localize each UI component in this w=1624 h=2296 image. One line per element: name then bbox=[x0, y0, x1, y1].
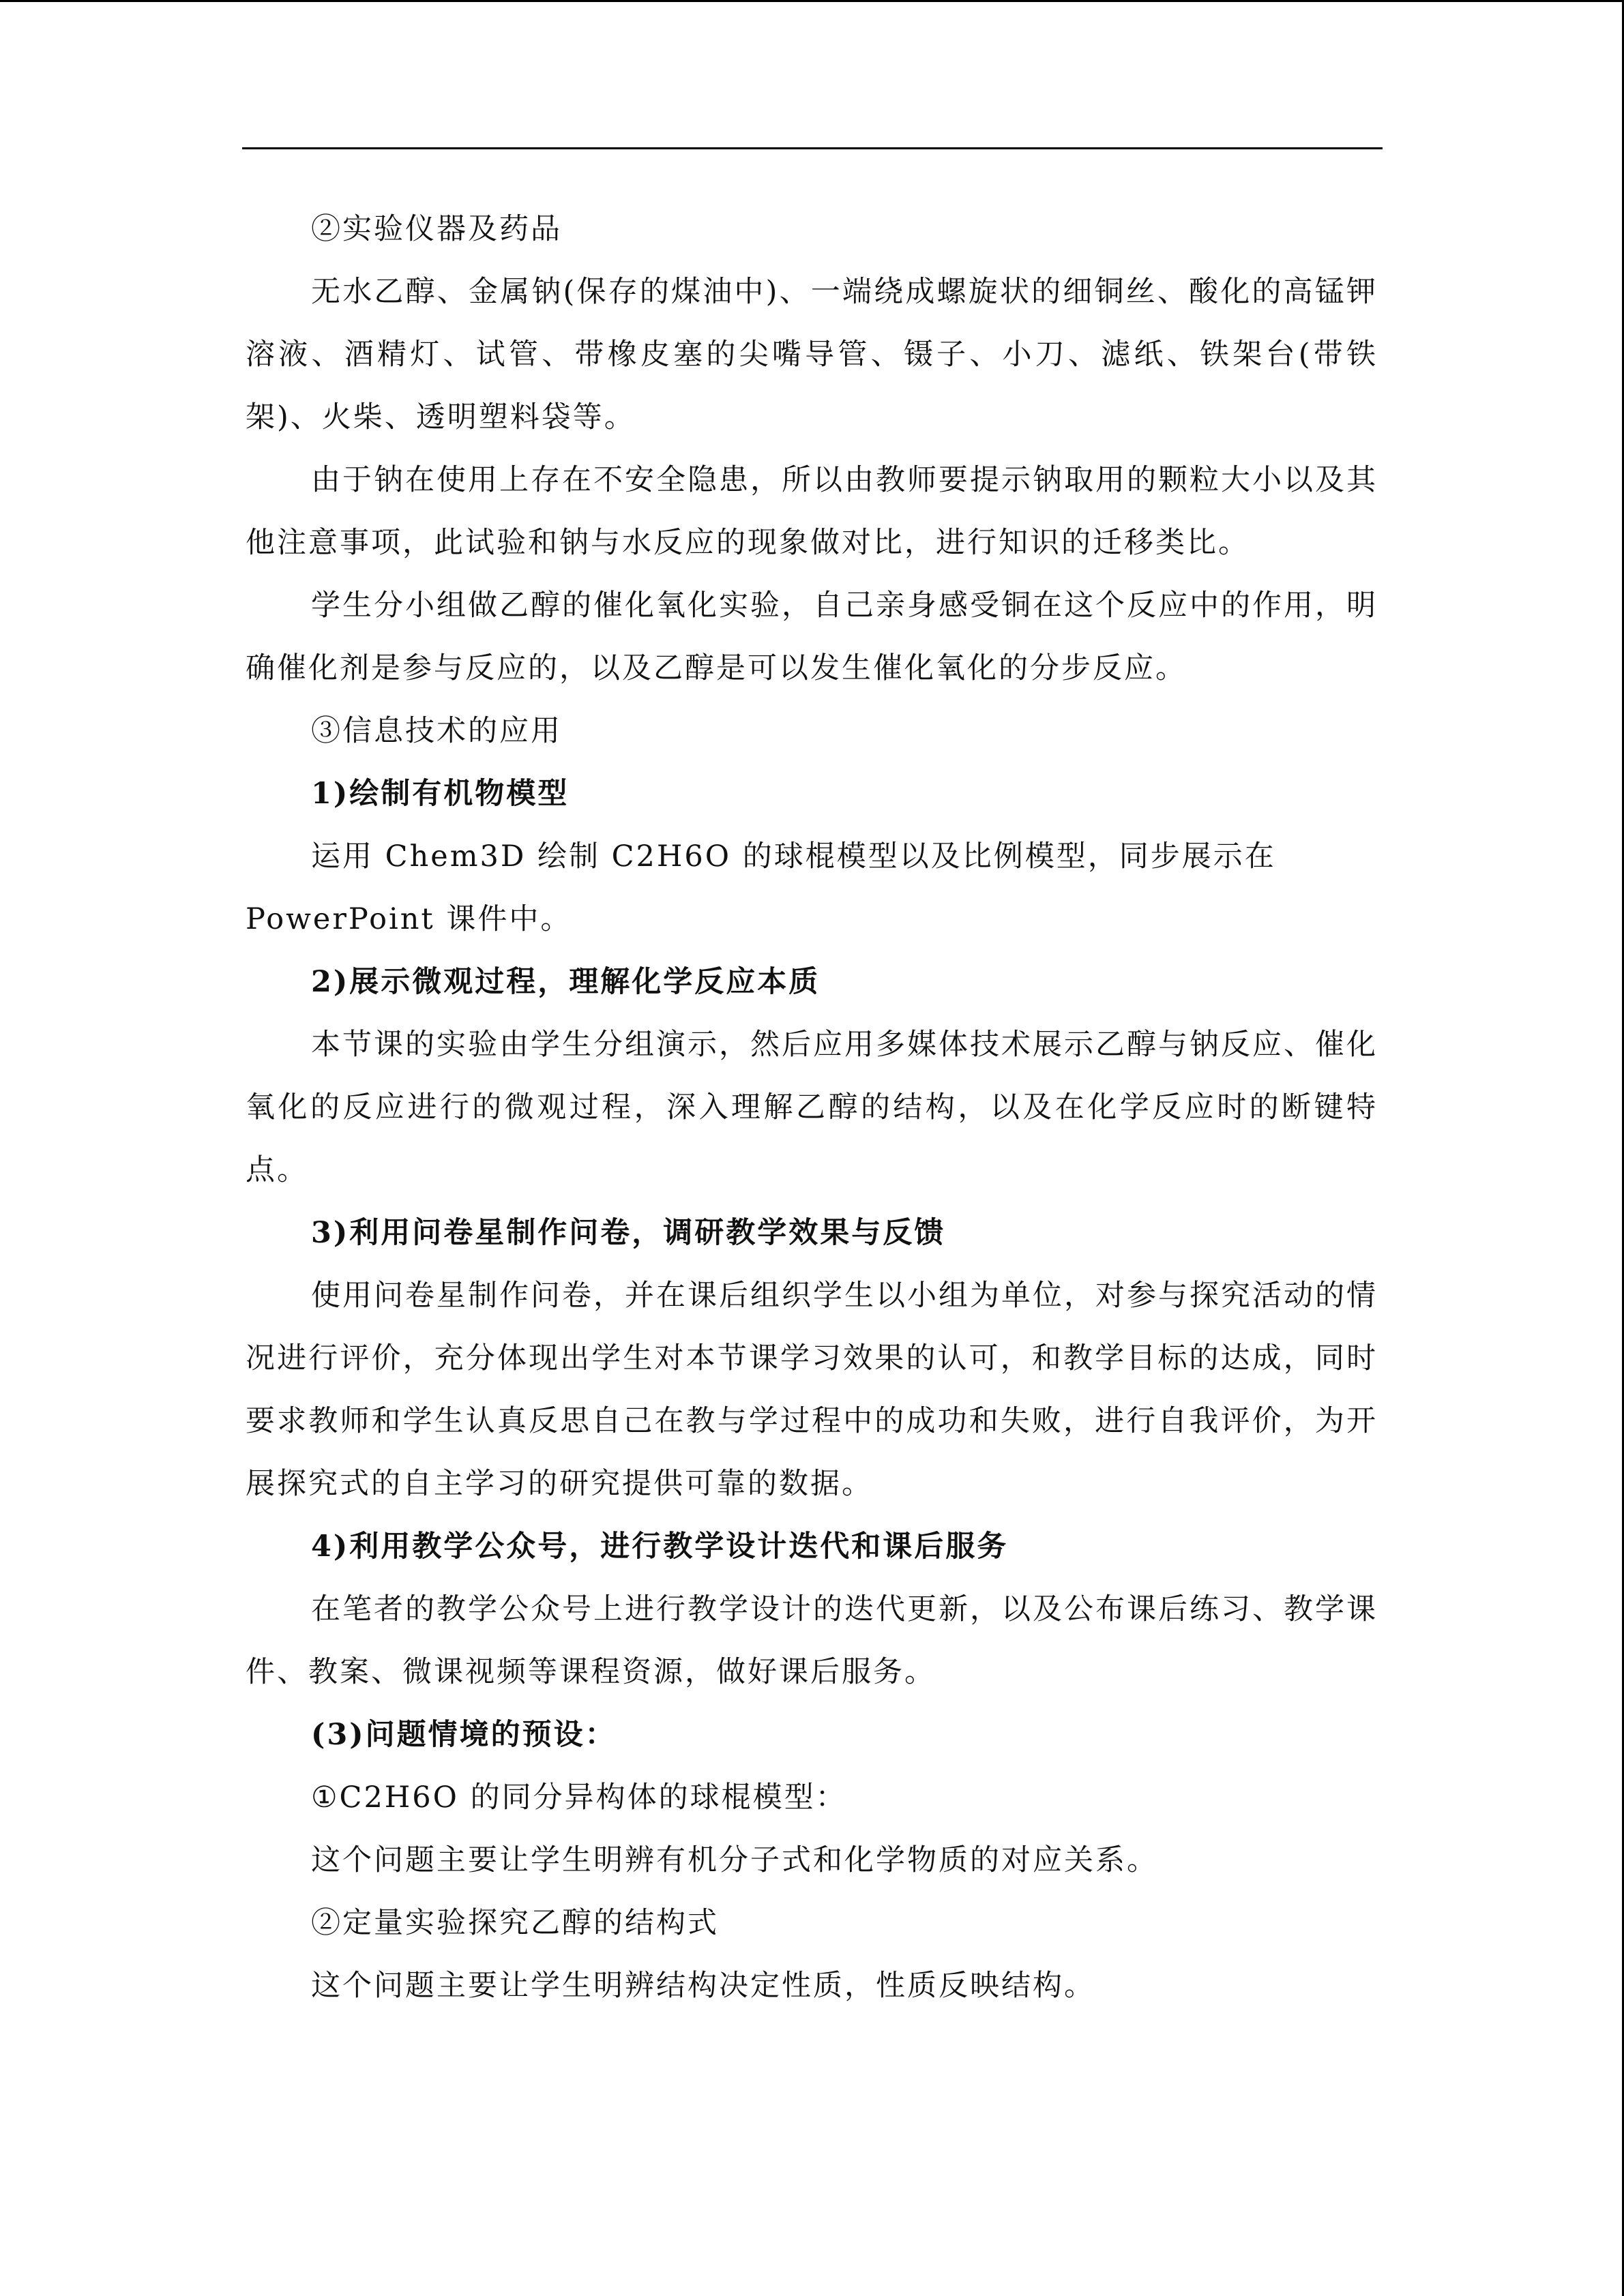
paragraph-structure-property: 这个问题主要让学生明辨结构决定性质，性质反映结构。 bbox=[311, 1969, 1095, 2003]
paragraph-catalytic-oxidation: 学生分小组做乙醇的催化氧化实验，自己亲身感受铜在这个反应中的作用，明确催化剂是参与反应的，以及乙醇是可以发生催化氧化的分步反应。 bbox=[246, 588, 1378, 685]
section-heading-models: 1)绘制有机物模型 bbox=[311, 777, 570, 811]
paragraph-survey: 使用问卷星制作问卷，并在课后组织学生以小组为单位，对参与探究活动的情况进行评价，充分体现出学生对本节课学习效果的认可，和教学目标的达成，同时要求教师和学生认真反思自己在教与学过程中的成功和失败，进行自我评价，为开展探究式的自主学习的研究提供可靠的数据。 bbox=[246, 1279, 1378, 1501]
section-heading-survey: 3)利用问卷星制作问卷，调研教学效果与反馈 bbox=[311, 1216, 946, 1250]
paragraph-sodium-safety: 由于钠在使用上存在不安全隐患，所以由教师要提示钠取用的颗粒大小以及其他注意事项，此试验和钠与水反应的现象做对比，进行知识的迁移类比。 bbox=[246, 463, 1378, 560]
paragraph-powerpoint: PowerPoint 课件中。 bbox=[246, 902, 572, 936]
paragraph-isomer-model: ①C2H6O 的同分异构体的球棍模型： bbox=[311, 1780, 847, 1815]
page-border-top bbox=[0, 0, 1624, 2]
paragraph-equipment-list: 无水乙醇、金属钠(保存的煤油中)、一端绕成螺旋状的细铜丝、酸化的高锰钾溶液、酒精灯、试管、带橡皮塞的尖嘴导管、镊子、小刀、滤纸、铁架台(带铁架)、火柴、透明塑料袋等。 bbox=[246, 275, 1378, 434]
paragraph-micro-process: 本节课的实验由学生分组演示，然后应用多媒体技术展示乙醇与钠反应、催化氧化的反应进行的微观过程，深入理解乙醇的结构，以及在化学反应时的断键特点。 bbox=[246, 1028, 1378, 1187]
header-rule bbox=[242, 147, 1383, 149]
paragraph-equipment-heading: ②实验仪器及药品 bbox=[311, 212, 562, 246]
section-heading-public-account: 4)利用教学公众号，进行教学设计迭代和课后服务 bbox=[311, 1530, 1009, 1564]
section-heading-micro-process: 2)展示微观过程，理解化学反应本质 bbox=[311, 965, 821, 999]
paragraph-public-account: 在笔者的教学公众号上进行教学设计的迭代更新，以及公布课后练习、教学课件、教案、微课视频等课程资源，做好课后服务。 bbox=[246, 1592, 1378, 1689]
section-heading-problem-context: (3)问题情境的预设： bbox=[311, 1718, 617, 1752]
document-body bbox=[246, 198, 1378, 2017]
paragraph-it-heading: ③信息技术的应用 bbox=[311, 714, 562, 748]
paragraph-quantitative-experiment: ②定量实验探究乙醇的结构式 bbox=[311, 1906, 719, 1940]
paragraph-chem3d: 运用 Chem3D 绘制 C2H6O 的球棍模型以及比例模型，同步展示在 bbox=[311, 839, 1276, 874]
paragraph-isomer-explanation: 这个问题主要让学生明辨有机分子式和化学物质的对应关系。 bbox=[311, 1843, 1158, 1877]
